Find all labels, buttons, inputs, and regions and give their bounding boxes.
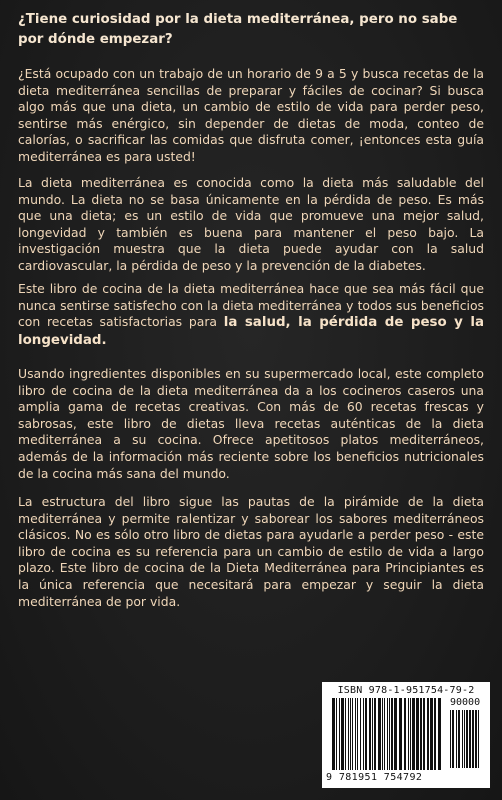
paragraph-intro: ¿Está ocupado con un trabajo de un horario de 9 a 5 y busca recetas de la dieta mediterránea sencillas de preparar y fáciles de cocinar? Si busca algo más que una dieta, un cambio de estilo de vida para perder peso, sentirse más enérgico, sin depender de dietas de moda, conteo de calorías, o sacrificar las comidas que disfruta comer, ¡entonces esta guía mediterránea es para usted! [18,66,484,164]
paragraph-cookbook-benefits [18,281,484,349]
paragraph-ingredients: Usando ingredientes disponibles en su supermercado local, este completo libro de cocina de la dieta mediterránea da a los cocineros caseros una amplia gama de recetas creativas. Con más de 60 recetas frescas y sabrosas, este libro de dietas lleva recetas auténticas de la dieta mediterránea a su cocina. Ofrece apetitosos platos mediterráneos, además de la información más reciente sobre los beneficios nutricionales de la cocina más sana del mundo. [18,366,484,481]
barcode-digits: 9 781951 754792 [326,772,423,783]
cover-heading: ¿Tiene curiosidad por la dieta mediterránea, pero no sabe por dónde empezar? [18,12,458,47]
paragraph-cookbook-benefits-highlight: la salud, la pérdida de peso y la longevidad. [18,315,484,348]
isbn-label: ISBN 978-1-951754-79-2 [337,685,475,696]
barcode-addon-bars [450,710,484,768]
barcode-main-bars [332,698,444,770]
paragraph-diet-description: La dieta mediterránea es conocida como la dieta más saludable del mundo. La dieta no se basa únicamente en la pérdida de peso. Es más que una dieta; es un estilo de vida que promueve una mejor salud, longevidad y también es buena para mantener el peso bajo. La investigación muestra que la dieta puede ayudar con la salud cardiovascular, la pérdida de peso y la prevención de la diabetes. [18,175,484,273]
paragraph-structure: La estructura del libro sigue las pautas de la pirámide de la dieta mediterránea y permite ralentizar y saborear los sabores mediterráneos clásicos. No es sólo otro libro de dietas para ayudarle a perder peso - este libro de cocina es su referencia para un cambio de estilo de vida a largo plazo. Este libro de cocina de la Dieta Mediterránea para Principiantes es la única referencia que necesitará para empezar y seguir la dieta mediterránea de por vida. [18,494,484,609]
paragraph-cookbook-benefits-lead: Este libro de cocina de la dieta mediterránea hace que sea más fácil que nunca sentirse satisfecho con la dieta mediterránea y todos sus beneficios con recetas satisfactorias para [18,281,484,330]
isbn-barcode [322,682,490,788]
price-code: 90000 [450,697,481,708]
